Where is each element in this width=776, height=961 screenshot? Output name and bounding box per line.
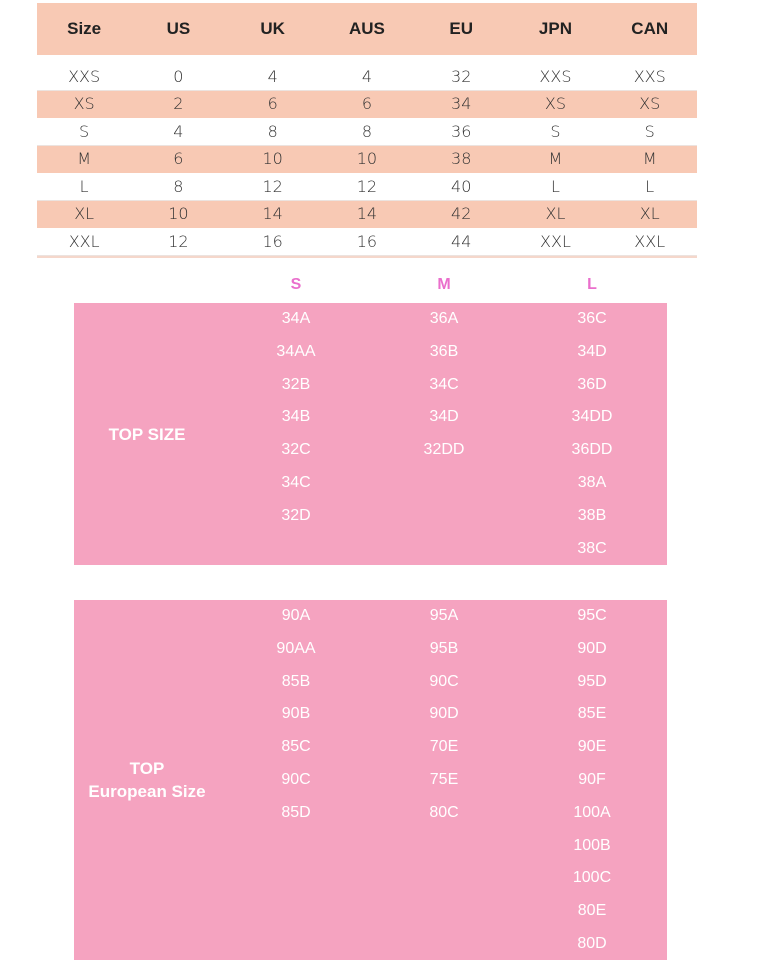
column-header-l: L [587,276,597,293]
table-cell: 2 [173,94,184,114]
size-value: 32D [281,506,311,524]
table-cell: XL [545,204,566,224]
table-cell: XXS [633,66,666,86]
size-value: 90AA [276,639,316,657]
table-cell: L [79,176,89,196]
table-cell: L [551,176,560,196]
size-value: 100A [573,803,611,821]
size-value: 90C [429,672,459,690]
table-cell: 4 [173,121,184,141]
size-value: 90D [429,705,459,723]
size-value: 32DD [423,441,465,459]
size-value: 90F [578,770,606,788]
size-value: 70E [429,738,459,756]
table-row [37,146,697,174]
size-value: 38A [577,473,607,491]
table-cell: 8 [267,121,278,141]
size-value: 80C [429,803,459,821]
column-header-s: S [290,276,302,293]
table-cell: 12 [168,231,189,251]
top-size-column-l [532,303,652,565]
table-cell: 14 [262,204,283,224]
size-value: 95D [577,672,607,690]
top-size-column-s [236,303,356,533]
table-cell: 12 [262,176,283,196]
size-value: 36A [429,310,459,327]
table-cell: 10 [356,149,378,169]
size-value: 36B [429,342,459,360]
table-cell: XS [639,94,661,114]
table-body [37,63,697,258]
column-header-m: M [437,276,451,293]
table-cell: M [548,149,563,169]
table-cell: 14 [356,204,378,224]
table-cell: 44 [451,231,472,251]
table-cell: 8 [173,176,184,196]
top-size-label: TOP SIZE [108,425,186,444]
table-cell: 6 [267,94,278,114]
table-cell: 16 [262,231,283,251]
size-value: 90D [577,639,607,657]
table-row [37,91,697,119]
size-value: 80E [577,902,607,920]
table-cell: XL [639,204,660,224]
table-cell: M [77,149,92,169]
european-size-column-m [384,600,504,830]
table-cell: 4 [267,66,278,86]
table-cell: S [550,121,561,141]
size-value: 90E [577,738,607,756]
table-cell: 42 [451,204,472,224]
european-size-label [74,757,220,803]
size-value: 90A [281,607,311,624]
size-value: 75E [429,770,459,788]
size-value: 85D [281,803,311,821]
table-cell: 34 [451,94,472,114]
table-cell: L [645,176,655,196]
size-value: 80D [577,934,607,952]
european-size-column-s [236,600,356,830]
table-cell: XL [74,204,95,224]
european-label-line2: European Size [88,782,206,801]
table-cell: 38 [451,149,472,169]
size-value: 85B [281,672,311,690]
table-cell: 16 [356,231,378,251]
size-value: 36DD [571,441,613,459]
header-us: US [166,19,191,38]
size-value: 85C [281,738,311,756]
table-row [37,118,697,146]
table-cell: 4 [361,66,373,86]
table-cell: 6 [173,149,184,169]
table-cell: 12 [356,176,378,196]
size-value: 36C [577,310,607,327]
table-cell: XXL [540,231,571,251]
table-cell: 8 [361,121,373,141]
size-value: 100B [573,836,611,854]
size-value: 34B [281,408,311,426]
size-value: 34DD [571,408,613,426]
size-value: 90C [281,770,311,788]
european-size-panel [74,600,667,960]
table-cell: 36 [451,121,472,141]
table-cell: M [642,149,657,169]
european-label-line1: TOP [129,759,165,778]
size-value: 34D [577,342,607,360]
top-size-column-m [384,303,504,467]
table-cell: XXS [539,66,572,86]
table-cell: S [79,121,90,141]
table-row [37,201,697,229]
size-value: 95B [429,639,459,657]
table-cell: 40 [451,176,472,196]
table-row [37,173,697,201]
table-header-row [37,3,697,55]
size-value: 34C [281,473,311,491]
size-conversion-table [37,3,697,258]
header-size: Size [67,19,102,38]
table-cell: 0 [173,66,184,86]
size-value: 95A [429,607,459,624]
table-cell: XXS [68,66,101,86]
table-cell: S [644,121,655,141]
size-value: 32C [281,441,311,459]
table-cell: 10 [168,204,189,224]
header-eu: EU [449,19,473,38]
header-jpn: JPN [538,19,572,38]
table-cell: XS [544,94,567,114]
table-cell: XXL [68,231,100,251]
size-value: 34D [429,408,459,426]
header-can: CAN [631,19,669,38]
size-value: 100C [572,869,612,887]
table-cell: 32 [451,66,472,86]
header-aus: AUS [348,19,385,38]
table-cell: XS [73,94,95,114]
table-row [37,63,697,91]
size-value: 34A [281,310,311,327]
size-value: 34AA [276,342,316,360]
european-size-column-l [532,600,652,961]
size-value: 38C [577,539,607,557]
table-cell: XXL [634,231,666,251]
top-size-panel [74,303,667,565]
table-cell: 6 [361,94,373,114]
size-value: 34C [429,375,459,393]
header-uk: UK [260,19,285,38]
table-cell: 10 [262,149,283,169]
size-value: 95C [577,607,607,624]
size-value: 32B [281,375,311,393]
size-value: 85E [577,705,607,723]
size-value: 38B [577,506,607,524]
table-row [37,228,697,256]
size-value: 36D [577,375,607,393]
size-value: 90B [281,705,311,723]
